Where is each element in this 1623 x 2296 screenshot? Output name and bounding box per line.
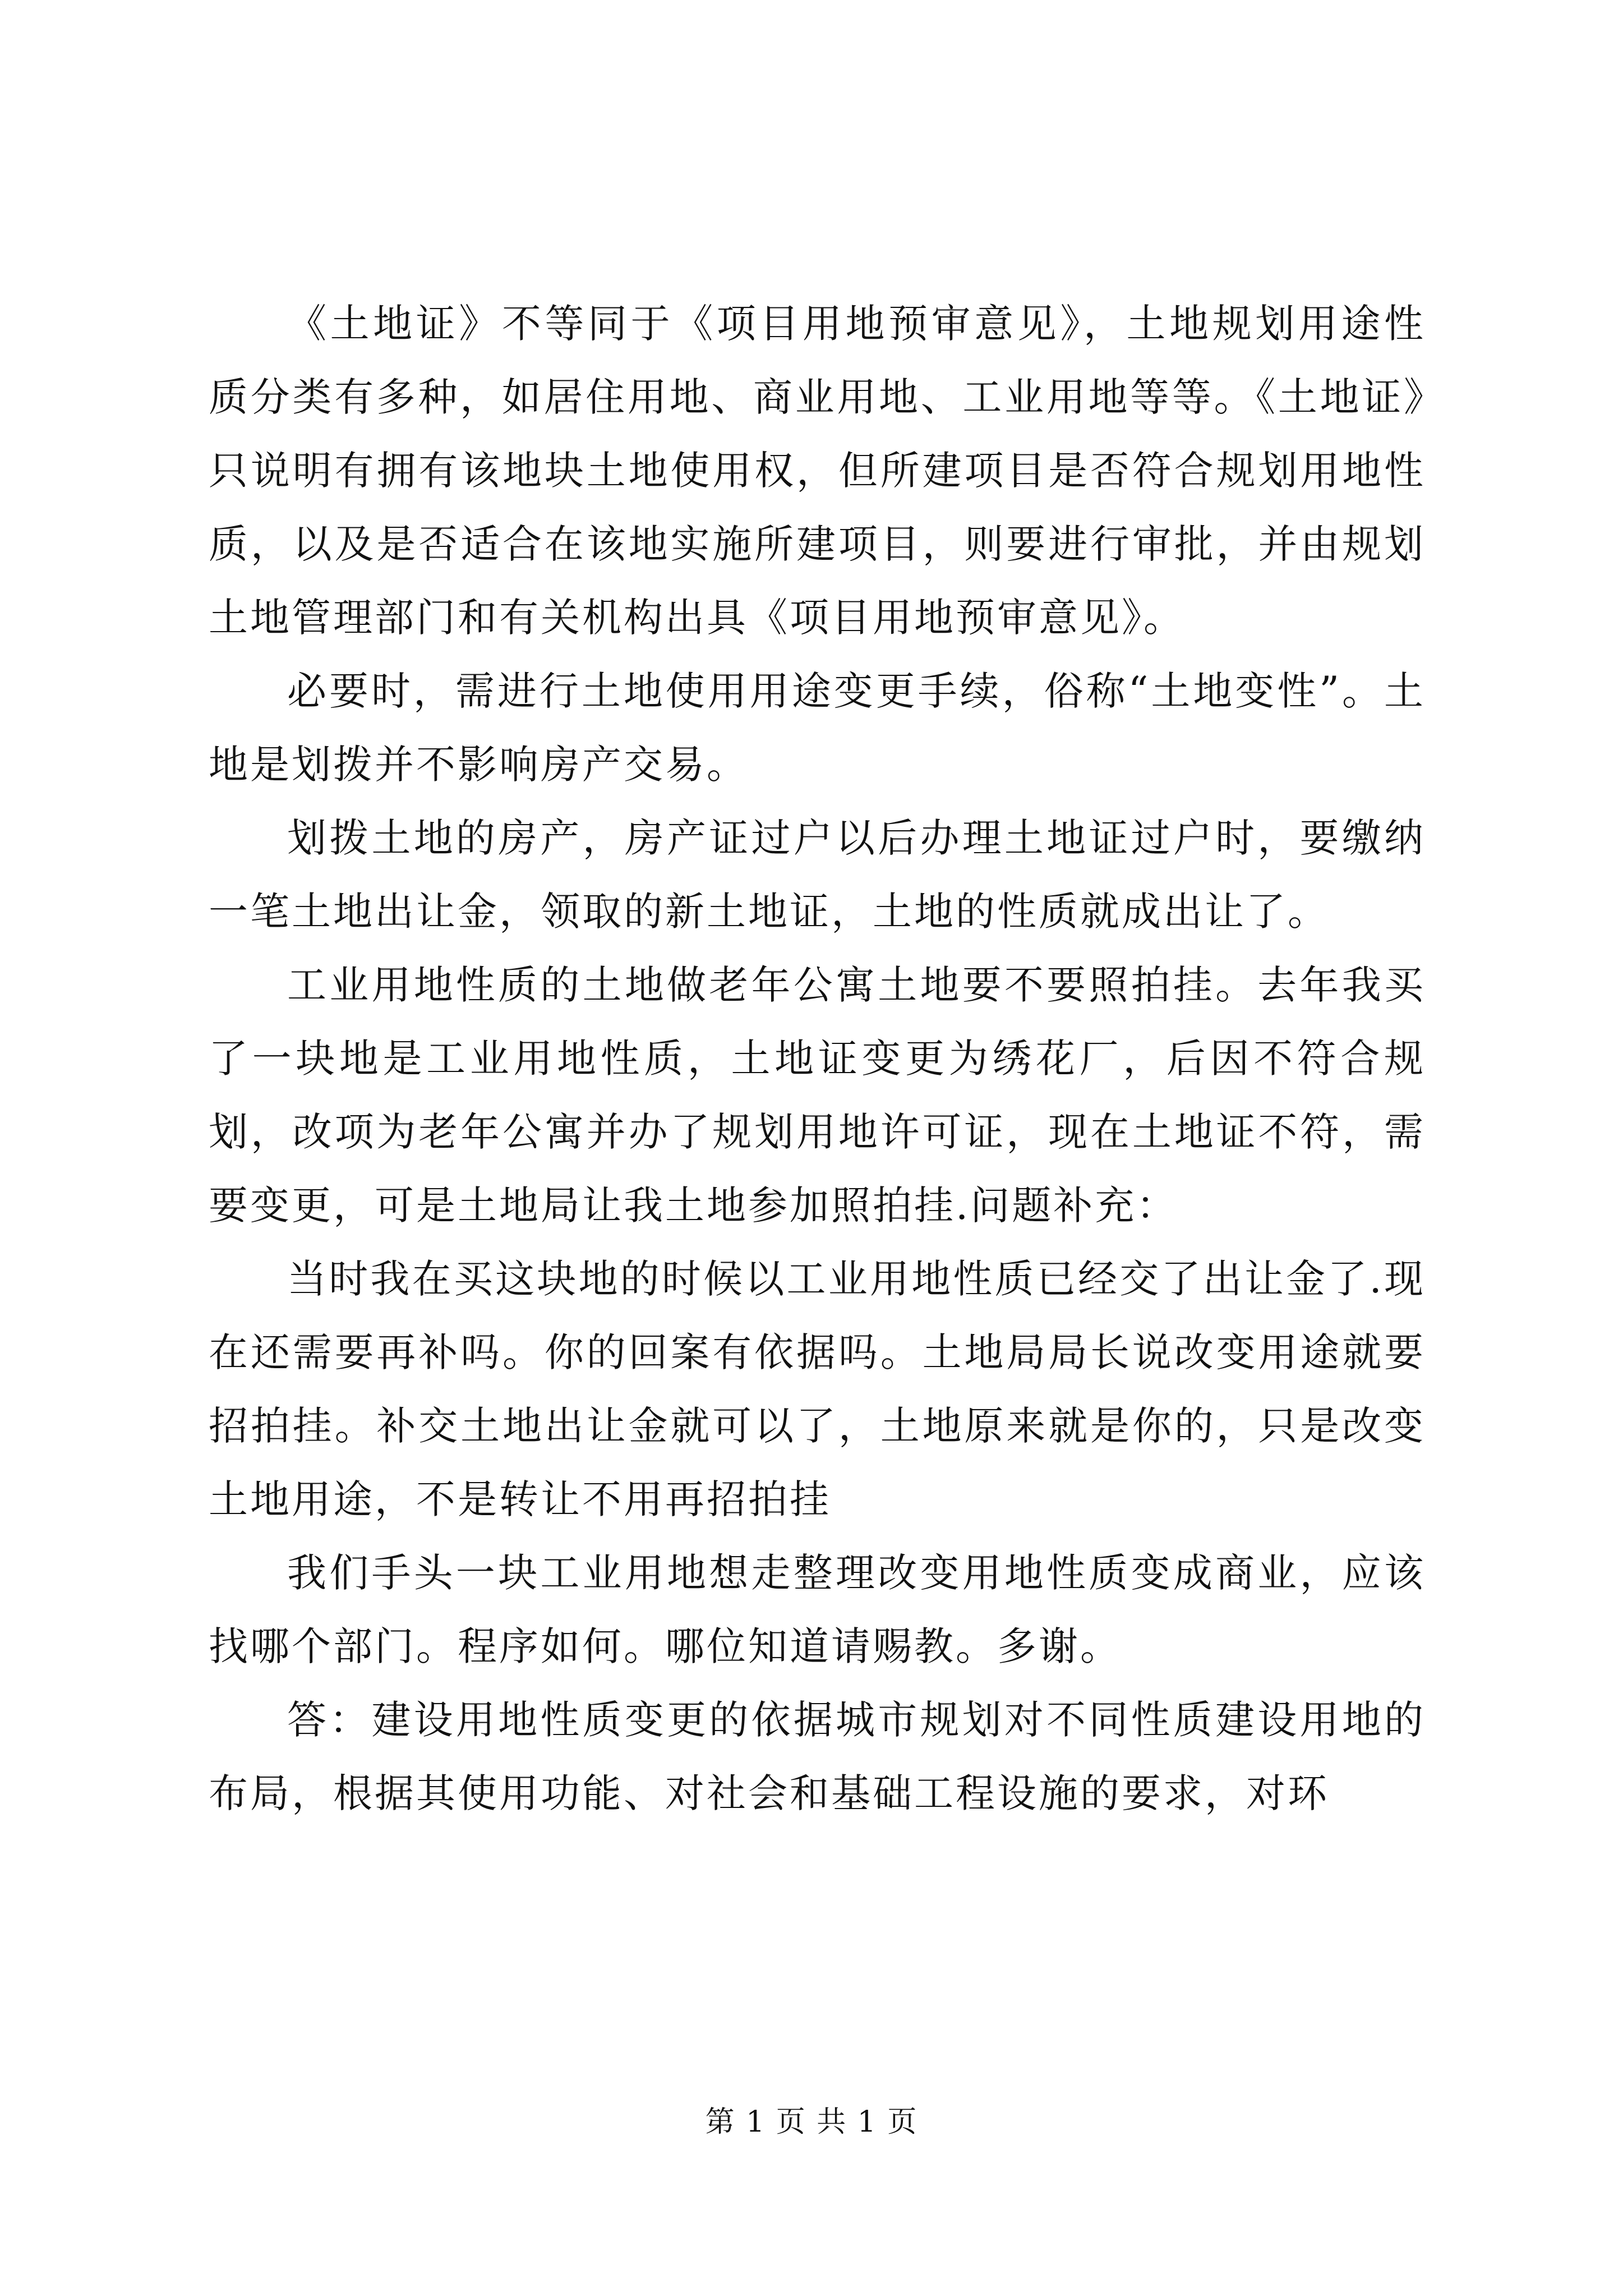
- paragraph: 工业用地性质的土地做老年公寓土地要不要照拍挂。去年我买了一块地是工业用地性质，土地证变更为绣花厂，后因不符合规划，改项为老年公寓并办了规划用地许可证，现在土地证不符，需要变更，可是土地局让我土地参加照拍挂.问题补充：: [209, 962, 1426, 1228]
- paragraph: 我们手头一块工业用地想走整理改变用地性质变成商业，应该找哪个部门。程序如何。哪位知道请赐教。多谢。: [209, 1550, 1426, 1669]
- page-footer: 第 1 页 共 1 页: [705, 2105, 918, 2139]
- paragraph: 必要时，需进行土地使用用途变更手续，俗称“土地变性”。土地是划拨并不影响房产交易。: [209, 668, 1426, 788]
- paragraph: 答：建设用地性质变更的依据城市规划对不同性质建设用地的布局，根据其使用功能、对社会和基础工程设施的要求，对环: [209, 1697, 1426, 1816]
- paragraph: 《土地证》不等同于《项目用地预审意见》，土地规划用途性质分类有多种，如居住用地、商业用地、工业用地等等。《土地证》只说明有拥有该地块土地使用权，但所建项目是否符合规划用地性质，以及是否适合在该地实施所建项目，则要进行审批，并由规划土地管理部门和有关机构出具《项目用地预审意见》。: [209, 301, 1426, 641]
- paragraph: 当时我在买这块地的时候以工业用地性质已经交了出让金了.现在还需要再补吗。你的回案有依据吗。土地局局长说改变用途就要招拍挂。补交土地出让金就可以了，土地原来就是你的，只是改变土地用途，不是转让不用再招拍挂: [209, 1256, 1426, 1522]
- paragraph: 划拨土地的房产，房产证过户以后办理土地证过户时，要缴纳一笔土地出让金，领取的新土地证，土地的性质就成出让了。: [209, 815, 1426, 935]
- document-body: [209, 287, 1426, 1830]
